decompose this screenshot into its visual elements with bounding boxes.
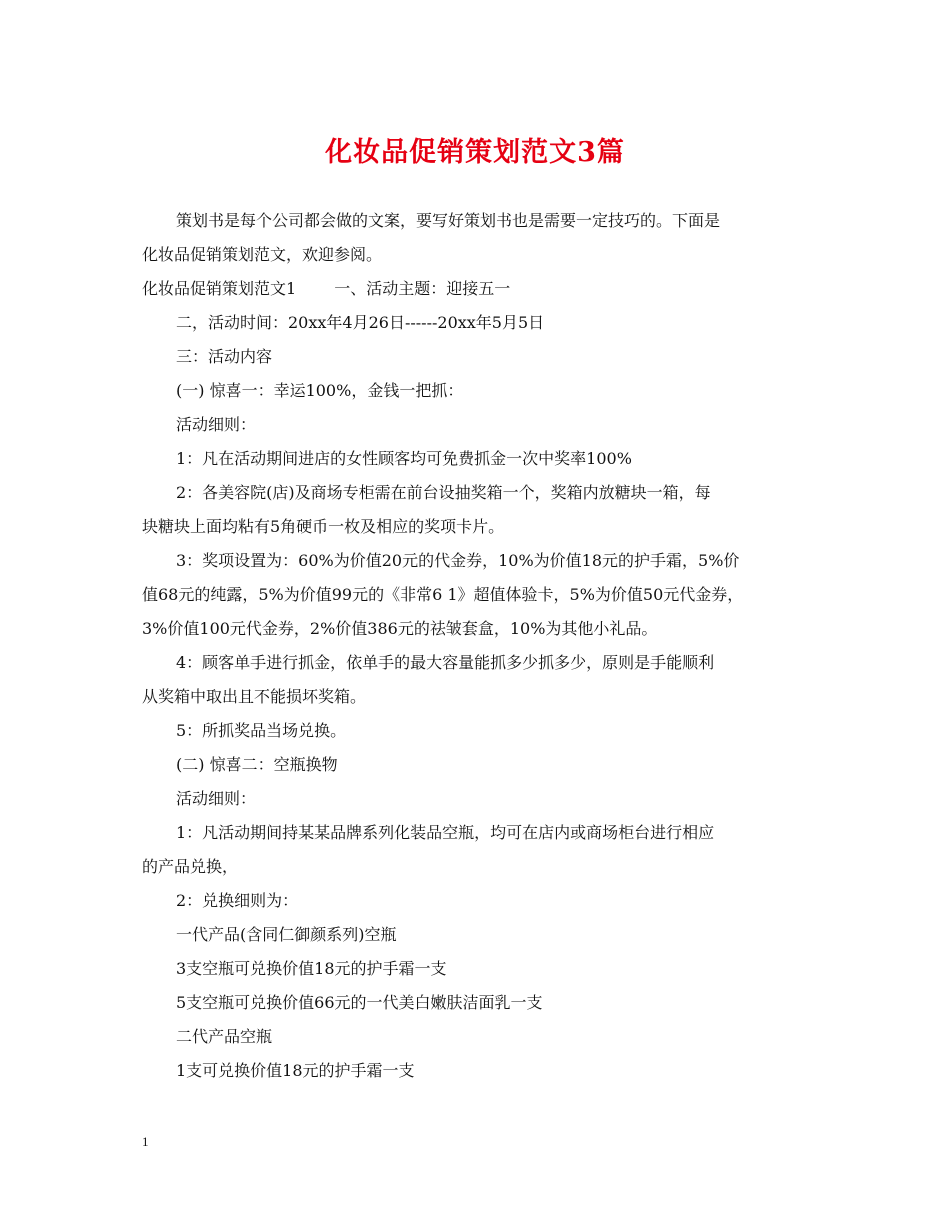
document-body	[142, 204, 812, 1088]
rule-item: 1：凡活动期间持某某品牌系列化装品空瓶，均可在店内或商场柜台进行相应	[176, 823, 715, 842]
section-heading: 化妆品促销策划范文1	[142, 279, 297, 298]
activity-content-heading: 三：活动内容	[176, 347, 273, 366]
surprise-two-heading: (二) 惊喜二：空瓶换物	[176, 755, 338, 774]
rule-item-continued: 从奖箱中取出且不能损坏奖箱。	[142, 687, 367, 706]
exchange-item: 1支可兑换价值18元的护手霜一支	[176, 1061, 415, 1080]
rules-heading: 活动细则：	[176, 789, 257, 808]
rule-item: 2：兑换细则为：	[176, 891, 299, 910]
rule-item: 4：顾客单手进行抓金，依单手的最大容量能抓多少抓多少，原则是手能顺利	[176, 653, 715, 672]
rules-heading: 活动细则：	[176, 415, 257, 434]
exchange-item: 3支空瓶可兑换价值18元的护手霜一支	[176, 959, 447, 978]
page-number: 1	[142, 1134, 149, 1149]
rule-item: 3：奖项设置为：60%为价值20元的代金券，10%为价值18元的护手霜，5%价	[176, 551, 740, 570]
exchange-group-heading: 一代产品(含同仁御颜系列)空瓶	[176, 925, 397, 944]
activity-theme: 一、活动主题：迎接五一	[334, 279, 511, 298]
rule-item-continued: 的产品兑换，	[142, 857, 239, 876]
exchange-item: 5支空瓶可兑换价值66元的一代美白嫩肤洁面乳一支	[176, 993, 543, 1012]
intro-paragraph-line: 策划书是每个公司都会做的文案，要写好策划书也是需要一定技巧的。下面是	[176, 211, 721, 230]
surprise-one-heading: (一) 惊喜一：幸运100%，金钱一把抓：	[176, 381, 464, 400]
rule-item: 5：所抓奖品当场兑换。	[176, 721, 347, 740]
activity-time: 二，活动时间：20xx年4月26日------20xx年5月5日	[176, 313, 545, 332]
section-heading-line	[142, 272, 812, 306]
exchange-group-heading: 二代产品空瓶	[176, 1027, 273, 1046]
intro-paragraph-line: 化妆品促销策划范文，欢迎参阅。	[142, 245, 383, 264]
rule-item-continued: 值68元的纯露，5%为价值99元的《非常6 1》超值体验卡，5%为价值50元代金券，	[142, 585, 744, 604]
rule-item: 1：凡在活动期间进店的女性顾客均可免费抓金一次中奖率100%	[176, 449, 632, 468]
rule-item-continued: 块糖块上面均粘有5角硬币一枚及相应的奖项卡片。	[142, 517, 505, 536]
rule-item: 2：各美容院(店)及商场专柜需在前台设抽奖箱一个，奖箱内放糖块一箱，每	[176, 483, 711, 502]
document-title: 化妆品促销策划范文3篇	[325, 137, 625, 168]
rule-item-continued: 3%价值100元代金券，2%价值386元的祛皱套盒，10%为其他小礼品。	[142, 619, 658, 638]
